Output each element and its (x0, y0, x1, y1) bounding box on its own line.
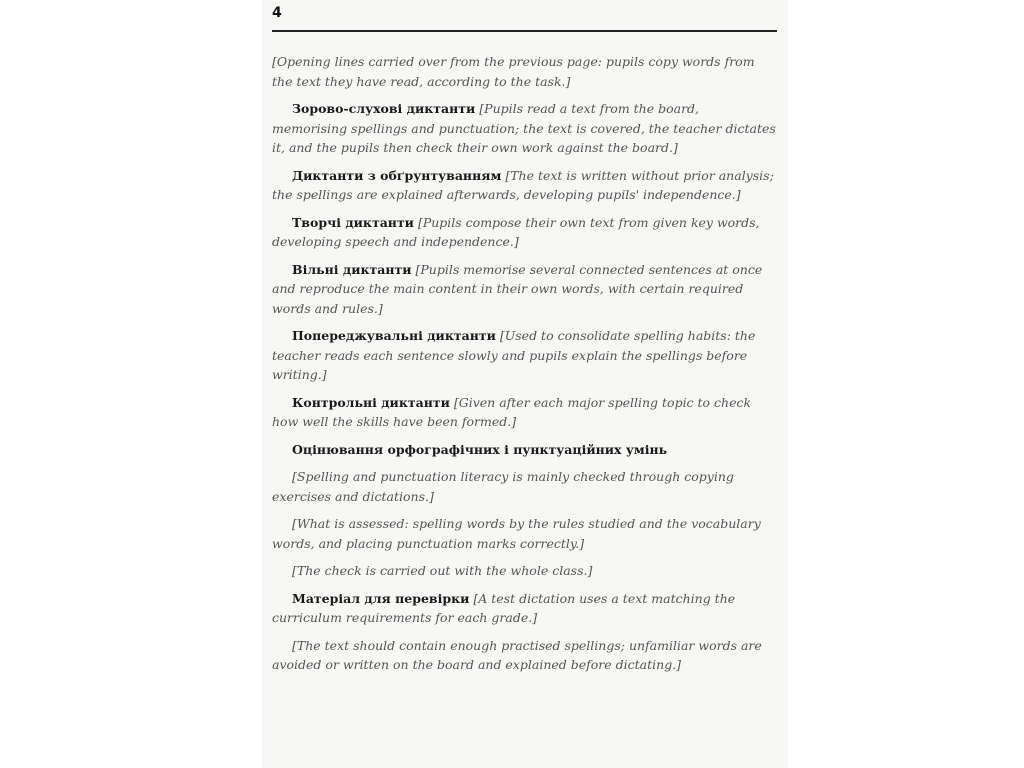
paragraph-summary: [A test dictation uses a text matching the curriculum requirements for each grade.] (272, 590, 736, 625)
paragraph (272, 589, 777, 628)
paragraph-summary: [Used to consolidate spelling habits: the teacher reads each sentence slowly and pupils explain the spellings before writing.] (272, 328, 756, 382)
paragraph (272, 52, 777, 91)
page-number: 4 (272, 5, 282, 21)
paragraph-term: Вільні диктанти (292, 261, 412, 277)
paragraph (272, 99, 777, 158)
paragraph-summary: [Pupils compose their own text from given key words, developing speech and independence.] (272, 214, 760, 249)
paragraph-summary: [The text should contain enough practised spellings; unfamiliar words are avoided or written on the board and explained before dictating.] (272, 637, 762, 672)
paragraph-summary: [What is assessed: spelling words by the rules studied and the vocabulary words, and placing punctuation marks correctly.] (272, 516, 761, 551)
paragraph (272, 561, 777, 581)
paragraph (272, 514, 777, 553)
paragraph-term: Контрольні диктанти (292, 394, 450, 410)
paragraph (272, 636, 777, 675)
paragraph-term: Оцінювання орфографічних і пунктуаційних умінь (292, 441, 668, 457)
section-heading (272, 440, 777, 460)
book-page (262, 0, 788, 768)
paragraph (272, 393, 777, 432)
paragraph-summary: [The text is written without prior analysis; the spellings are explained afterwards, developing pupils' independence.] (272, 167, 774, 202)
paragraph-term: Зорово-слухові диктанти (292, 101, 476, 116)
paragraph-summary: [Pupils memorise several connected sentences at once and reproduce the main content in their own words, with certain required words and rules.] (272, 261, 763, 316)
paragraph (272, 326, 777, 385)
paragraph (272, 213, 777, 252)
paragraph-term: Творчі диктанти (292, 214, 414, 230)
paragraph-summary: [Given after each major spelling topic to check how well the skills have been formed.] (272, 394, 752, 429)
paragraph-summary: [Spelling and punctuation literacy is mainly checked through copying exercises and dictations.] (272, 469, 734, 504)
paragraph-summary: [Pupils read a text from the board, memorising spellings and punctuation; the text is covered, the teacher dictates it, and the pupils then check their own work against the board.] (272, 101, 776, 155)
body-text (272, 52, 777, 683)
paragraph-term: Попереджувальні диктанти (292, 328, 496, 343)
header-rule (272, 30, 777, 32)
paragraph-summary: [Opening lines carried over from the previous page: pupils copy words from the text they have read, according to the task.] (272, 54, 755, 89)
paragraph-summary: [The check is carried out with the whole class.] (292, 563, 593, 578)
paragraph (272, 467, 777, 506)
paragraph (272, 166, 777, 205)
paragraph-term: Матеріал для перевірки (292, 590, 470, 606)
paragraph-term: Диктанти з обґрунтуванням (292, 167, 502, 183)
paragraph (272, 260, 777, 319)
